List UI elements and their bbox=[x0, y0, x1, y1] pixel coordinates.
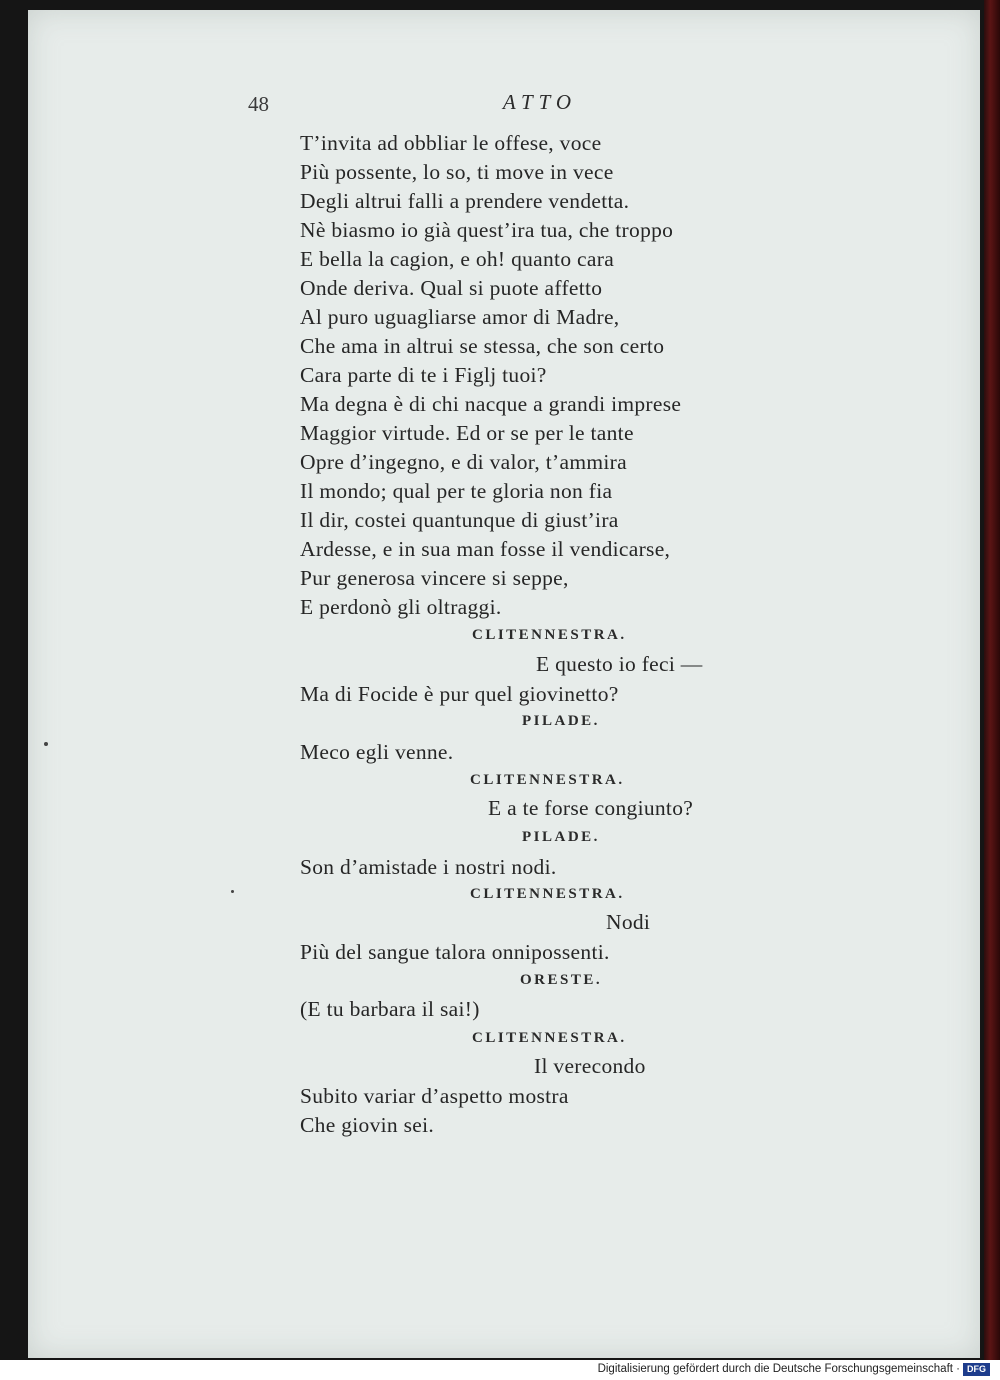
speaker-name: CLITENNESTRA. bbox=[470, 772, 625, 788]
running-head: ATTO bbox=[502, 90, 578, 114]
dialogue-line: Son d’amistade i nostri nodi. bbox=[300, 855, 557, 879]
dialogue-line: Che giovin sei. bbox=[300, 1113, 435, 1137]
verse-line: Opre d’ingegno, e di valor, t’ammira bbox=[300, 450, 627, 474]
ink-speck bbox=[231, 890, 234, 893]
verse-line: Nè biasmo io già quest’ira tua, che troppo bbox=[300, 218, 674, 242]
verse-line: E bella la cagion, e oh! quanto cara bbox=[300, 247, 615, 271]
digitization-credit: Digitalisierung gefördert durch die Deutsche Forschungsgemeinschaft · bbox=[597, 1363, 960, 1375]
verse-line: Pur generosa vincere si seppe, bbox=[300, 566, 569, 590]
dialogue-line: Meco egli venne. bbox=[300, 740, 454, 764]
verse-line: Ma degna è di chi nacque a grandi imprese bbox=[300, 392, 682, 416]
dialogue-line: E questo io feci — bbox=[536, 652, 703, 676]
verse-line: Più possente, lo so, ti move in vece bbox=[300, 160, 614, 184]
verse-line: Al puro uguagliarse amor di Madre, bbox=[300, 305, 620, 329]
speaker-name: CLITENNESTRA. bbox=[472, 627, 627, 643]
speaker-name: PILADE. bbox=[522, 713, 600, 729]
verse-line: Cara parte di te i Figlj tuoi? bbox=[300, 363, 547, 387]
verse-line: T’invita ad obbliar le offese, voce bbox=[300, 131, 602, 155]
verse-line: Degli altrui falli a prendere vendetta. bbox=[300, 189, 630, 213]
verse-line: E perdonò gli oltraggi. bbox=[300, 595, 502, 619]
dialogue-line: (E tu barbara il sai!) bbox=[300, 997, 480, 1021]
book-cover-edge bbox=[984, 0, 1000, 1360]
verse-line: Onde deriva. Qual si puote affetto bbox=[300, 276, 603, 300]
dialogue-line: Subito variar d’aspetto mostra bbox=[300, 1084, 569, 1108]
dialogue-line: E a te forse congiunto? bbox=[488, 796, 694, 820]
speaker-name: CLITENNESTRA. bbox=[470, 886, 625, 902]
verse-line: Maggior virtude. Ed or se per le tante bbox=[300, 421, 634, 445]
speaker-name: CLITENNESTRA. bbox=[472, 1030, 627, 1046]
dialogue-line: Il verecondo bbox=[534, 1054, 646, 1078]
verse-line: Che ama in altrui se stessa, che son certo bbox=[300, 334, 665, 358]
speaker-name: ORESTE. bbox=[520, 972, 603, 988]
ink-speck bbox=[44, 742, 48, 746]
verse-line: Ardesse, e in sua man fosse il vendicarse, bbox=[300, 537, 671, 561]
verse-line: Il mondo; qual per te gloria non fia bbox=[300, 479, 613, 503]
dialogue-line: Più del sangue talora onnipossenti. bbox=[300, 940, 610, 964]
speaker-name: PILADE. bbox=[522, 829, 600, 845]
page-number: 48 bbox=[248, 92, 269, 116]
verse-line: Il dir, costei quantunque di giust’ira bbox=[300, 508, 619, 532]
dfg-logo-icon: DFG bbox=[963, 1363, 990, 1376]
dialogue-line: Nodi bbox=[606, 910, 651, 934]
dialogue-line: Ma di Focide è pur quel giovinetto? bbox=[300, 682, 619, 706]
